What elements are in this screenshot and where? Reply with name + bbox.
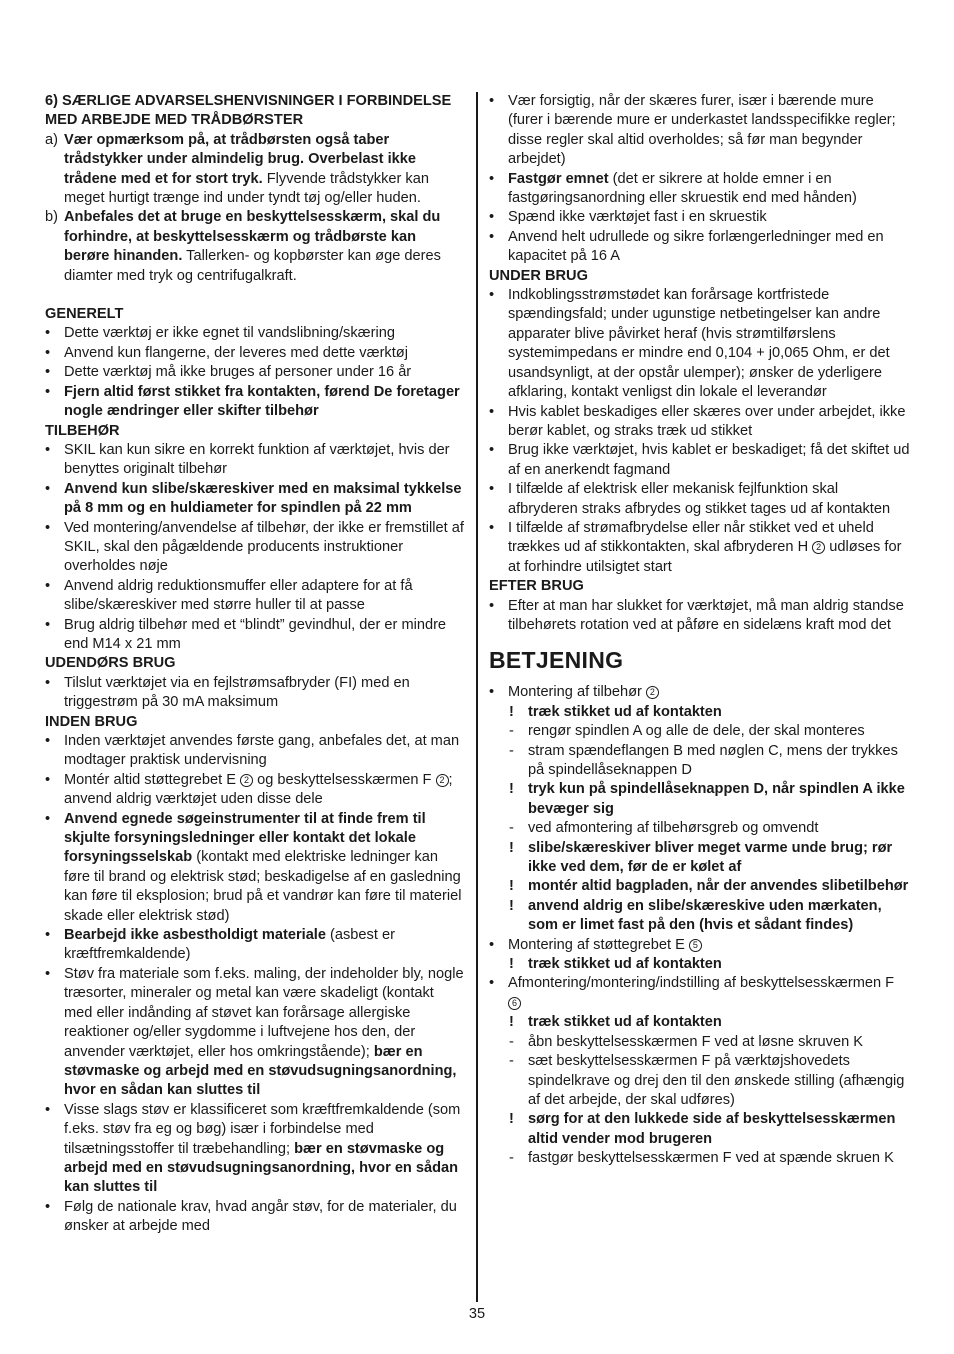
- list-marker: •: [489, 481, 495, 498]
- sub-item: [489, 742, 911, 781]
- bold-text: Anbefales det at bruge en beskyttelsesskærm, skal du forhindre, at beskyttelsesskærm og trådbørste kan berøre hinanden.: [64, 209, 441, 265]
- warning-item: [489, 1013, 911, 1032]
- list-marker: -: [509, 1150, 514, 1167]
- sub-item: [489, 1149, 911, 1168]
- text-run: Ved montering/anvendelse af tilbehør, der ikke er fremstillet af SKIL, skal den pågældende producents instruktioner overholdes nøje: [64, 519, 464, 575]
- spacer: [45, 286, 465, 305]
- column-divider: [476, 92, 478, 1302]
- text-run: åbn beskyttelsesskærmen F ved at løsne skruven K: [528, 1033, 863, 1050]
- right-column: [489, 92, 911, 1169]
- list-item: [489, 208, 911, 227]
- bold-text: Vær opmærksom på, at trådbørsten også taber trådstykker under almindelig brug. Overbelast ikke trådene med et for stort tryk.: [64, 131, 416, 187]
- text-run: ved afmontering af tilbehørsgreb og omvendt: [528, 820, 819, 837]
- warning-item: [489, 955, 911, 974]
- list-item: [489, 480, 911, 519]
- text-run: BETJENING: [489, 647, 624, 674]
- page-number: 35: [468, 1306, 486, 1322]
- list-item: [45, 965, 465, 1101]
- text-run: Følg de nationale krav, hvad angår støv, for de materialer, du ønsker at arbejde med: [64, 1198, 457, 1235]
- bold-text: bær en støvmaske og arbejd med en støvudsugningsanordning, hvor en sådan kan sluttes til: [64, 1043, 457, 1099]
- list-item: [489, 519, 911, 577]
- list-marker: !: [509, 839, 514, 856]
- list-marker: -: [509, 1053, 514, 1070]
- text-run: GENERELT: [45, 306, 124, 323]
- warning-item: [489, 1110, 911, 1149]
- list-item: [45, 441, 465, 480]
- sub-item: [489, 1052, 911, 1110]
- list-item: [489, 170, 911, 209]
- list-marker: •: [489, 170, 495, 187]
- text-run: UNDER BRUG: [489, 267, 588, 284]
- bold-text: Bearbejd ikke asbestholdigt materiale: [64, 927, 326, 944]
- list-item: [45, 383, 465, 422]
- text-run: (det er sikrere at holde emner i en fastgøringsanordning eller skruestik end med hånden): [508, 170, 857, 207]
- text-run: træk stikket ud af kontakten: [528, 956, 722, 973]
- list-item: [489, 92, 911, 170]
- text-run: stram spændeflangen B med nøglen C, mens der trykkes på spindellåseknappen D: [528, 742, 898, 778]
- text-run: (asbest er kræftfremkaldende): [64, 927, 395, 963]
- list-item: [45, 131, 465, 209]
- list-item: [45, 771, 465, 810]
- text-run: Brug ikke værktøjet, hvis kablet er beskadiget; få det skiftet ud af en anerkendt fagmand: [508, 442, 910, 478]
- warning-item: [489, 897, 911, 936]
- list-item: [45, 324, 465, 343]
- list-marker: !: [509, 878, 514, 895]
- text-run: Montering af tilbehør: [508, 684, 646, 701]
- section-title: [45, 305, 465, 324]
- list-marker: •: [45, 616, 51, 633]
- figure-ref-number: 2: [812, 541, 825, 554]
- list-item: [45, 1101, 465, 1198]
- text-run: træk stikket ud af kontakten: [528, 1014, 722, 1031]
- list-item: [489, 936, 911, 955]
- warning-item: [489, 839, 911, 878]
- text-run: rengør spindlen A og alle de dele, der skal monteres: [528, 723, 865, 740]
- list-marker: •: [45, 965, 51, 982]
- section-title: [45, 422, 465, 441]
- list-marker: •: [489, 228, 495, 245]
- list-marker: a): [45, 131, 58, 148]
- text-run: TILBEHØR: [45, 422, 120, 439]
- list-marker: •: [489, 684, 495, 701]
- list-marker: •: [45, 441, 51, 458]
- figure-ref-number: 5: [689, 939, 702, 952]
- figure-ref-number: 6: [508, 997, 521, 1010]
- list-item: [45, 1198, 465, 1237]
- list-marker: •: [45, 1198, 51, 1215]
- list-marker: •: [45, 927, 51, 944]
- section-title: [45, 92, 465, 131]
- text-run: I tilfælde af elektrisk eller mekanisk fejlfunktion skal afbryderen straks afbrydes og stikket tages ud af kontakten: [508, 481, 891, 517]
- list-marker: •: [45, 733, 51, 749]
- text-run: og beskyttelsesskærmen F: [253, 771, 436, 788]
- text-run: Støv fra materiale som f.eks. maling, der indeholder bly, nogle træsorter, mineraler og metal kan være skadeligt (kontakt med eller indånding af støvet kan forårsage allergiske reaktioner og/eller sygdomme i luftvejene hos den, der anvender værktøjet, eller hos omkringstående);: [64, 965, 464, 1060]
- list-marker: !: [509, 897, 514, 914]
- text-run: montér altid bagpladen, når der anvendes slibetilbehør: [528, 878, 909, 895]
- bold-text: Fjern altid først stikket fra kontakten, førend De foretager nogle ændringer eller skifter tilbehør: [64, 383, 460, 420]
- text-run: Montering af støttegrebet E: [508, 936, 689, 953]
- text-run: I tilfælde af strømafbrydelse eller når stikket ved et uheld trækkes ud af stikkontakten, skal afbryderen H: [508, 519, 874, 556]
- list-marker: •: [45, 771, 51, 788]
- warning-item: [489, 780, 911, 819]
- list-marker: !: [509, 1111, 514, 1128]
- text-run: sæt beskyttelsesskærmen F på værktøjshovedets spindelkrave og drej den til den ønskede stilling (afhængig af det arbejde, der skal udføres): [528, 1053, 905, 1108]
- figure-ref-number: 2: [436, 774, 449, 787]
- list-marker: •: [45, 810, 51, 827]
- text-run: Anvend aldrig reduktionsmuffer eller adaptere for at få slibe/skæreskiver med større huller til at passe: [64, 577, 413, 614]
- text-run: Anvend helt udrullede og sikre forlængerledninger med en kapacitet på 16 A: [508, 228, 884, 265]
- list-marker: •: [489, 975, 495, 992]
- left-column: [45, 92, 465, 1237]
- list-marker: •: [45, 1101, 51, 1118]
- list-marker: !: [509, 781, 514, 798]
- text-run: udløses for at forhindre utilsigtet start: [508, 539, 902, 575]
- list-marker: !: [509, 956, 514, 973]
- list-marker: -: [509, 820, 514, 837]
- list-marker: •: [489, 442, 495, 459]
- list-marker: •: [489, 403, 495, 420]
- list-marker: •: [489, 287, 495, 304]
- list-marker: •: [45, 344, 51, 361]
- list-item: [45, 810, 465, 926]
- warning-item: [489, 703, 911, 722]
- list-marker: -: [509, 723, 514, 740]
- text-run: Hvis kablet beskadiges eller skæres over under arbejdet, ikke berør kablet, og straks træk ud stikket: [508, 403, 906, 439]
- text-run: Indkoblingsstrømstødet kan forårsage kortfristede spændingsfald; under ugunstige netbetingelser kan andre apparater blive påvirket heraf (hvis strømtilførslens systemimpedans er mindre end 0,104 + j0,065 Ohm, er det usandsynligt, at der opstår ulemper); ønsker de yderligere afklaring, kontakt venligst din lokale el leverandør: [508, 287, 890, 401]
- list-item: [489, 597, 911, 636]
- list-marker: •: [45, 480, 51, 497]
- text-run: anvend aldrig en slibe/skæreskive uden mærkaten, som er limet fast på den (hvis et sådant findes): [528, 897, 882, 934]
- section-title: [45, 713, 465, 732]
- list-item: [45, 577, 465, 616]
- list-item: [45, 616, 465, 655]
- list-marker: -: [509, 1033, 514, 1050]
- text-run: 6) SÆRLIGE ADVARSELSHENVISNINGER I FORBINDELSE MED ARBEJDE MED TRÅDBØRSTER: [45, 93, 452, 129]
- text-run: tryk kun på spindellåseknappen D, når spindlen A ikke bevæger sig: [528, 781, 905, 817]
- text-run: fastgør beskyttelsesskærmen F ved at spænde skruen K: [528, 1150, 894, 1167]
- text-run: SKIL kan kun sikre en korrekt funktion af værktøjet, hvis der benyttes originalt tilbehør: [64, 441, 450, 478]
- list-item: [45, 732, 465, 771]
- list-item: [45, 674, 465, 713]
- section-title: [45, 654, 465, 673]
- text-run: Dette værktøj er ikke egnet til vandslibning/skæring: [64, 325, 395, 342]
- text-run: INDEN BRUG: [45, 713, 138, 730]
- list-marker: •: [489, 597, 495, 614]
- text-run: Afmontering/montering/indstilling af beskyttelsesskærmen F: [508, 975, 895, 992]
- text-run: Visse slags støv er klassificeret som kræftfremkaldende (som f.eks. støv fra eg og bøg) især i forbindelse med tilsætningsstoffer til træbehandling;: [64, 1101, 461, 1157]
- section-title: [489, 267, 911, 286]
- bold-text: bær en støvmaske og arbejd med en støvudsugningsanordning, hvor en sådan kan sluttes til: [64, 1140, 459, 1196]
- list-marker: •: [489, 209, 495, 226]
- figure-ref-number: 2: [646, 686, 659, 699]
- list-marker: •: [45, 364, 51, 381]
- list-item: [45, 926, 465, 965]
- text-run: Brug aldrig tilbehør med et “blindt” gevindhul, der er mindre end M14 x 21 mm: [64, 616, 447, 652]
- list-item: [45, 519, 465, 577]
- text-run: EFTER BRUG: [489, 578, 584, 595]
- list-marker: •: [489, 936, 495, 953]
- text-run: Inden værktøjet anvendes første gang, anbefales det, at man modtager praktisk undervisning: [64, 733, 460, 769]
- sub-item: [489, 819, 911, 838]
- text-run: Anvend kun flangerne, der leveres med dette værktøj: [64, 344, 408, 361]
- text-run: Efter at man har slukket for værktøjet, må man aldrig standse tilbehørets rotation ved at påføre en sidelæns kraft mod det: [508, 597, 904, 633]
- list-marker: •: [45, 577, 51, 594]
- list-item: [489, 974, 911, 1013]
- text-run: Spænd ikke værktøjet fast i en skruestik: [508, 209, 767, 226]
- list-marker: •: [489, 93, 495, 109]
- text-run: Vær forsigtig, når der skæres furer, især i bærende mure (furer i bærende mure er underkastet landsspecifikke regler; disse regler skal altid overholdes; så før man begynder arbejdet): [508, 93, 896, 168]
- list-marker: -: [509, 742, 514, 759]
- text-run: Tallerken- og kopbørster kan øge deres diamter med tryk og centrifugalkraft.: [64, 248, 441, 284]
- list-marker: •: [45, 519, 51, 536]
- text-run: UDENDØRS BRUG: [45, 655, 176, 672]
- section-title: [489, 577, 911, 596]
- bold-text: Anvend kun slibe/skæreskiver med en maksimal tykkelse på 8 mm og en huldiameter for spindlen på 22 mm: [64, 480, 462, 517]
- sub-item: [489, 722, 911, 741]
- list-marker: •: [489, 519, 495, 536]
- figure-ref-number: 2: [240, 774, 253, 787]
- list-item: [489, 228, 911, 267]
- bold-text: Fastgør emnet: [508, 170, 609, 187]
- list-marker: b): [45, 209, 58, 226]
- list-item: [45, 344, 465, 363]
- section-heading: [489, 647, 911, 673]
- list-marker: •: [45, 325, 51, 342]
- list-item: [489, 441, 911, 480]
- list-marker: !: [509, 703, 514, 720]
- text-run: (kontakt med elektriske ledninger kan føre til brand og elektrisk stød; beskadigelse af en gasledning kan føre til eksplosion; brud på et vandrør kan føre til materiel skade eller elektrisk stød): [64, 849, 462, 924]
- text-run: slibe/skæreskiver bliver meget varme unde brug; rør ikke ved dem, før de er kølet af: [528, 839, 893, 876]
- text-run: sørg for at den lukkede side af beskyttelsesskærmen altid vender mod brugeren: [528, 1111, 896, 1147]
- sub-item: [489, 1033, 911, 1052]
- list-item: [489, 403, 911, 442]
- list-marker: !: [509, 1014, 514, 1031]
- list-item: [45, 480, 465, 519]
- text-run: Dette værktøj må ikke bruges af personer under 16 år: [64, 364, 412, 381]
- text-run: Montér altid støttegrebet E: [64, 771, 241, 788]
- list-marker: •: [45, 383, 51, 400]
- text-run: Tilslut værktøjet via en fejlstrømsafbryder (FI) med en triggestrøm på 30 mA maksimum: [64, 674, 410, 711]
- list-item: [45, 208, 465, 286]
- text-run: ; anvend aldrig værktøjet uden disse dele: [64, 771, 453, 808]
- list-marker: •: [45, 674, 51, 691]
- text-run: træk stikket ud af kontakten: [528, 703, 722, 720]
- list-item: [489, 286, 911, 402]
- list-item: [489, 683, 911, 702]
- warning-item: [489, 877, 911, 896]
- bold-text: Anvend egnede søgeinstrumenter til at finde frem til skjulte forsyningsledninger eller kontakt det lokale forsyningsselskab: [64, 810, 426, 866]
- list-item: [45, 363, 465, 382]
- text-run: Flyvende trådstykker kan meget hurtigt trænge ind under tyndt tøj og/eller huden.: [64, 170, 429, 207]
